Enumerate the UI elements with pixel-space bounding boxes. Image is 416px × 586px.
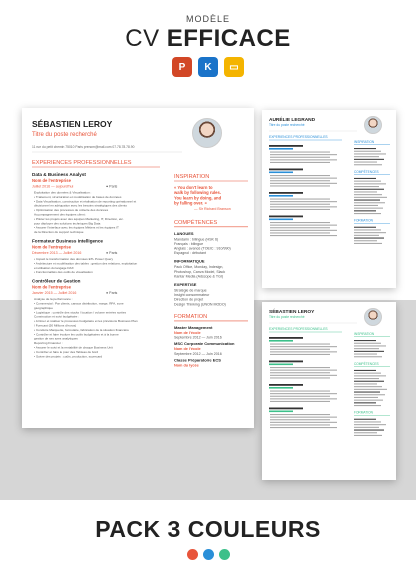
job-detail-line: • Arrimer et réaliser le processus budgétaire et les prévisions Business Plan — [34, 319, 138, 324]
quote-author: — Sir Richard Branson — [194, 206, 231, 211]
placeholder-line — [270, 370, 337, 371]
placeholder-line — [270, 398, 337, 399]
language-item: Français : bilingue — [174, 241, 204, 246]
job-detail-line: géographique — [34, 305, 53, 310]
job-detail-line: • Contrôler et faire évoluer les outils budgétaires et à la bonne — [34, 332, 119, 337]
job-detail-line: Reporting Financier : — [34, 341, 63, 346]
keynote-icon: K — [198, 57, 218, 77]
placeholder-heading — [269, 216, 303, 218]
placeholder-heading — [269, 337, 303, 339]
main-title: CV EFFICACE — [125, 25, 291, 52]
job-dates: Juillet 2016 — aujourd'hui — [32, 184, 74, 189]
placeholder-line — [270, 417, 337, 418]
job-location: ● Paris — [106, 251, 118, 255]
section-right: FORMATION — [354, 218, 373, 223]
placeholder-company — [269, 364, 293, 366]
placeholder-line — [354, 386, 382, 387]
placeholder-line — [270, 396, 330, 397]
quote-line: You learn by doing, and — [174, 195, 222, 201]
placeholder-line — [354, 351, 384, 352]
placeholder-line — [354, 148, 376, 149]
placeholder-line — [270, 152, 330, 153]
placeholder-line — [270, 349, 330, 350]
placeholder-line — [270, 154, 337, 155]
placeholder-line — [354, 383, 377, 384]
color-dot — [203, 549, 214, 560]
placeholder-line — [270, 206, 337, 207]
section-right: INSPIRATION — [354, 140, 375, 144]
placeholder-company — [269, 387, 293, 389]
placeholder-line — [354, 238, 384, 239]
cv-variant-blue — [262, 110, 396, 288]
section-experience: EXPERIENCES PROFESSIONNELLES — [269, 135, 328, 139]
placeholder-heading — [269, 408, 303, 410]
cv-job-title: Titre du poste recherché — [269, 315, 305, 319]
placeholder-line — [270, 225, 337, 226]
placeholder-line — [354, 373, 381, 374]
expertise-item: Stratégie de marque — [174, 288, 207, 293]
job-detail-line: • Impact le transformation des données ETL Power Query — [34, 257, 114, 261]
section-experience: EXPERIENCES PROFESSIONNELLES — [269, 327, 328, 331]
placeholder-line — [270, 351, 337, 352]
placeholder-heading — [269, 145, 303, 147]
placeholder-line — [270, 346, 337, 347]
placeholder-line — [354, 156, 379, 157]
placeholder-line — [270, 372, 330, 373]
placeholder-line — [270, 375, 337, 376]
degree: Master Management — [174, 324, 213, 330]
job-company: Nom de l'entreprise — [32, 178, 71, 183]
placeholder-line — [354, 183, 386, 184]
placeholder-line — [270, 419, 330, 420]
job-detail-line: • Traitement, structuration et modélisation de bases de données — [34, 194, 122, 199]
powerpoint-icon: P — [172, 57, 192, 77]
placeholder-line — [354, 200, 380, 201]
cv-name: SÉBASTIEN LEROY — [269, 310, 315, 315]
placeholder-heading — [269, 361, 303, 363]
placeholder-heading — [269, 384, 303, 386]
placeholder-line — [354, 392, 380, 393]
expertise-item: Direction de projet — [174, 297, 204, 302]
placeholder-heading — [269, 192, 303, 194]
google-slides-icon: ▭ — [224, 57, 244, 77]
cv-variant-green — [262, 302, 396, 480]
placeholder-line — [270, 354, 330, 355]
job-detail-line: Construction et suivi budgétaire : — [34, 314, 80, 319]
expertise-item: Insight consommateur — [174, 293, 210, 298]
placeholder-line — [270, 367, 330, 368]
placeholder-line — [270, 401, 330, 402]
cv-variant-blue-canvas — [262, 110, 396, 288]
placeholder-line — [354, 229, 381, 230]
section-right: COMPÉTENCES — [354, 361, 379, 366]
job-role: Contrôleur de Gestion — [32, 278, 81, 284]
quote-line: by falling over. » — [174, 200, 207, 206]
section-right: INSPIRATION — [354, 332, 375, 336]
job-detail-line: / Forecast (50 Millions d'euros) — [34, 323, 77, 328]
it-item: Kantar Media (Adscope & TGI) — [174, 274, 224, 279]
job-dates: Janvier 2015 — Juillet 2016 — [32, 291, 77, 296]
job-detail-line: et utilisation du langage DAX — [34, 265, 74, 270]
placeholder-line — [270, 422, 337, 423]
section-inspiration: INSPIRATION — [174, 174, 210, 180]
pack-title: PACK 3 COULEURS — [95, 516, 321, 542]
color-dot — [187, 549, 198, 560]
education-dates: Septembre 2012 — Juin 2016 — [174, 335, 222, 340]
placeholder-line — [354, 164, 382, 165]
profile-photo-blue — [364, 116, 382, 134]
placeholder-company — [269, 148, 293, 150]
placeholder-line — [354, 397, 378, 398]
placeholder-line — [354, 405, 381, 406]
footer — [0, 516, 416, 560]
section-education: FORMATION — [174, 313, 208, 320]
placeholder-line — [354, 210, 376, 211]
placeholder-line — [354, 235, 379, 236]
placeholder-line — [354, 370, 376, 371]
placeholder-line — [354, 227, 376, 228]
section-experience: EXPERIENCES PROFESSIONNELLES — [32, 160, 132, 166]
color-dot — [219, 549, 230, 560]
placeholder-line — [354, 162, 377, 163]
placeholder-line — [354, 191, 377, 192]
job-detail-line: Accompagnement des équipes client : — [34, 212, 87, 217]
placeholder-line — [354, 189, 384, 190]
cv-contact: 11 rue du petit chemin 75010 Paris prenom@mail.com 07.78.78.78.90 — [32, 145, 135, 149]
expertise-item: Design Thinking (UNON MODO) — [174, 302, 226, 307]
cv-job-title: Titre du poste recherché — [269, 123, 305, 127]
jobs-list — [32, 172, 138, 358]
placeholder-line — [270, 235, 337, 236]
placeholder-line — [270, 414, 330, 415]
placeholder-line — [354, 389, 387, 390]
profile-photo — [192, 118, 222, 148]
placeholder-line — [354, 181, 381, 182]
placeholder-company — [269, 340, 293, 342]
language-item: Espagnol : débutant — [174, 251, 206, 256]
placeholder-company — [269, 172, 293, 174]
job-detail-line: • Commercial : Par clients, canaux distribution, marge, RFA, zone — [34, 301, 124, 306]
placeholder-line — [354, 378, 379, 379]
job-detail-line: • Piloter les projets avec des équipes Marketing, IT, Direction, etc. — [34, 216, 124, 221]
placeholder-line — [354, 243, 382, 244]
placeholder-line — [270, 344, 330, 345]
job-detail-line: • Assurer le suivi et la rentabilité de chaque Business Unit — [34, 345, 113, 350]
placeholder-line — [270, 424, 330, 425]
placeholder-line — [354, 151, 381, 152]
degree: MSC Corporate Communication — [174, 341, 235, 347]
section-skills: COMPÉTENCES — [174, 219, 218, 226]
job-detail-line: pour déployer des solutions techniques Big Data — [34, 221, 101, 226]
job-location: ● Paris — [106, 291, 118, 296]
placeholder-line — [354, 194, 382, 195]
cv-main — [22, 108, 254, 428]
placeholder-line — [270, 230, 337, 231]
job-detail-line: • Logistique : contrôle des stocks / location / volume entrées sorties — [34, 310, 127, 315]
job-detail-line: Analyse de la performance : — [34, 297, 73, 302]
placeholder-line — [354, 400, 383, 401]
section-right: COMPÉTENCES — [354, 169, 379, 174]
placeholder-line — [354, 202, 385, 203]
quote-line: « You don't learn to — [174, 185, 213, 190]
education-dates: Septembre 2012 — Juin 2016 — [174, 352, 222, 356]
header — [0, 14, 416, 77]
placeholder-line — [270, 162, 330, 163]
placeholder-line — [270, 175, 330, 176]
placeholder-line — [354, 435, 382, 436]
placeholder-line — [270, 377, 330, 378]
placeholder-line — [270, 209, 330, 210]
language-item: Mandarin : bilingue (HSK 6) — [174, 237, 219, 242]
placeholder-line — [270, 427, 337, 428]
placeholder-line — [270, 204, 330, 205]
placeholder-line — [270, 222, 330, 223]
job-detail-line: décisionnel en adéquation avec les besoins stratégiques des clients — [34, 203, 127, 208]
placeholder-line — [354, 427, 379, 428]
cv-name: AURÉLIE LEGRAND — [269, 118, 316, 123]
job-detail-line: • Fonctionnalités des outils de visualisation — [34, 270, 93, 275]
placeholder-line — [270, 391, 330, 392]
placeholder-line — [354, 232, 386, 233]
placeholder-line — [354, 343, 381, 344]
placeholder-line — [354, 354, 377, 355]
profile-photo-green — [364, 308, 382, 326]
it-item: Photoshop, Canva Model, Slack — [174, 269, 226, 274]
cv-variant-green-canvas — [262, 302, 396, 480]
job-detail-line: • Suivre des projets : coûts, production, scorecard — [34, 354, 103, 359]
placeholder-line — [270, 183, 337, 184]
placeholder-line — [354, 430, 384, 431]
placeholder-line — [354, 356, 382, 357]
job-detail-line: • Assurer l'interface avec les équipes Métiers et les équipes IT — [34, 225, 119, 230]
cv-main-canvas — [22, 108, 254, 428]
placeholder-line — [354, 394, 385, 395]
placeholder-line — [354, 421, 381, 422]
job-role: Data & Business Analyst — [32, 172, 86, 177]
quote-line: walk by following rules. — [174, 190, 222, 196]
color-dots — [0, 549, 416, 560]
placeholder-line — [354, 208, 383, 209]
languages-heading: LANGUES — [174, 230, 194, 236]
placeholder-line — [270, 159, 337, 160]
school: Nom de l'école — [174, 330, 201, 335]
section-right: FORMATION — [354, 410, 373, 415]
placeholder-line — [354, 159, 384, 160]
school: Nom du lycée — [174, 363, 199, 368]
app-icons — [0, 57, 416, 77]
job-detail-line: • Data Visualisation, construction et réalisation de reporting opérationnel et — [34, 199, 137, 204]
right-column — [173, 174, 248, 368]
placeholder-line — [270, 180, 330, 181]
placeholder-line — [354, 419, 376, 420]
placeholder-line — [354, 345, 386, 346]
placeholder-line — [270, 232, 330, 233]
placeholder-line — [270, 185, 330, 186]
placeholder-company — [269, 219, 293, 221]
placeholder-line — [354, 348, 379, 349]
placeholder-line — [354, 186, 379, 187]
job-detail-line: • Optimisation des processus de collecte des données — [34, 208, 109, 213]
placeholder-line — [354, 240, 377, 241]
placeholder-line — [270, 393, 337, 394]
job-company: Nom de l'entreprise — [32, 244, 71, 250]
job-detail-line: de la Direction du support technique — [34, 230, 84, 235]
it-item: Pack Office, Monday, Indesign, — [174, 265, 224, 270]
it-heading: INFORMATIQUE — [174, 258, 205, 264]
placeholder-line — [270, 201, 337, 202]
placeholder-line — [354, 197, 387, 198]
placeholder-line — [354, 178, 376, 179]
job-detail-line: • Contrôler et faire le pour des Tableau de bord — [34, 349, 99, 354]
placeholder-line — [354, 153, 386, 154]
placeholder-line — [354, 340, 376, 341]
school: Nom de l'école — [174, 347, 201, 352]
placeholder-line — [354, 402, 376, 403]
placeholder-company — [269, 195, 293, 197]
placeholder-line — [354, 381, 384, 382]
placeholder-line — [354, 432, 377, 433]
job-location: ● Paris — [106, 184, 118, 189]
placeholder-line — [354, 213, 381, 214]
cv-name: SÉBASTIEN LEROY — [32, 119, 113, 129]
placeholder-line — [270, 199, 330, 200]
placeholder-company — [269, 411, 293, 413]
placeholder-line — [270, 227, 330, 228]
model-label: MODÈLE — [185, 14, 230, 24]
language-item: Anglais : avancé (TOEIC : 910/990) — [174, 246, 231, 251]
cv-job-title: Titre du poste recherché — [32, 132, 97, 138]
job-detail-line: • Conduire Marquette, formulaire, fabrication de la situation financière — [34, 327, 129, 332]
placeholder-heading — [269, 169, 303, 171]
job-company: Nom de l'entreprise — [32, 284, 71, 290]
job-detail-line: Exploitation des données & Visualisation : — [34, 190, 92, 195]
placeholder-line — [270, 178, 337, 179]
job-detail-line: gestion de ses axes analytiques — [34, 336, 78, 341]
job-detail-line: • Architecture et modélisation des tables : gestion des relations, exploitation — [34, 261, 138, 266]
placeholder-line — [354, 205, 378, 206]
job-role: Formateur Business Intelligence — [32, 238, 103, 244]
placeholder-line — [354, 375, 386, 376]
job-dates: Décembre 2013 — Juillet 2016 — [32, 251, 82, 255]
expertise-heading: EXPERTISE — [174, 282, 197, 287]
placeholder-line — [354, 424, 386, 425]
degree: Classe Préparatoire ECS — [174, 357, 221, 363]
placeholder-line — [270, 157, 330, 158]
